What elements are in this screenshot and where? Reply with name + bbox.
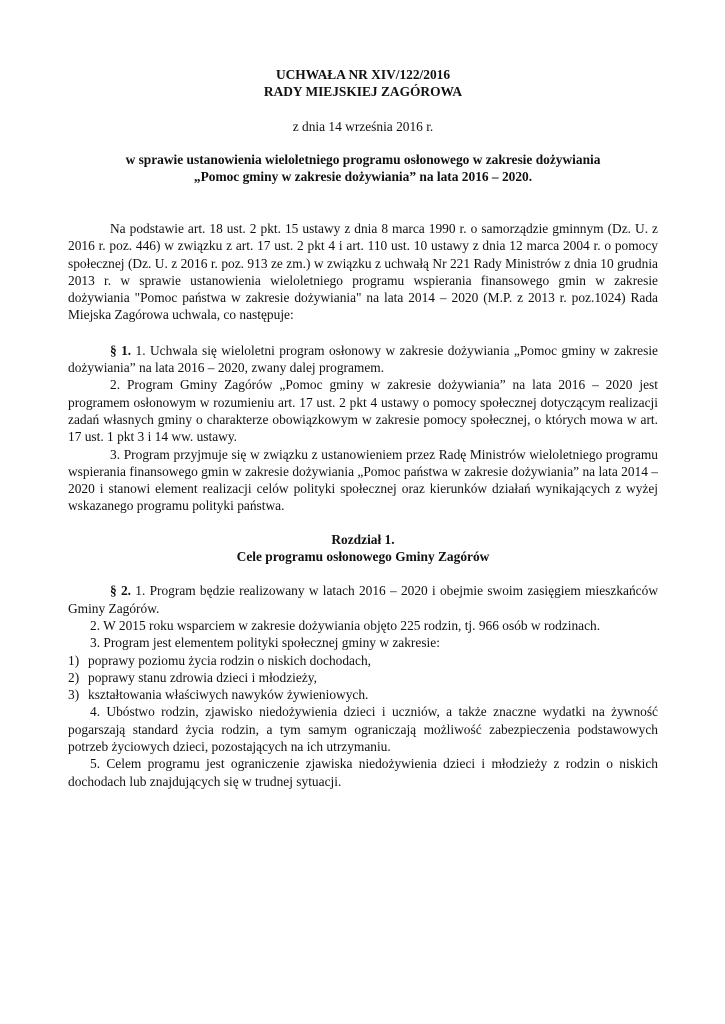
list-item [68,652,658,669]
section-1-paragraph-1 [68,342,658,377]
section-1-paragraph-3: 3. Program przyjmuje się w związku z ustanowieniem przez Radę Ministrów wieloletniego programu wspierania finansowego gmin w zakresie dożywiania „Pomoc państwa w zakresie dożywiania” na lata 2014 – 2020 i stanowi element realizacji celów polityki społecznej oraz kierunków działań wynikających z wyżej wskazanego programu polityki państwa. [68,446,658,514]
section-2-paragraph-5: 5. Celem programu jest ograniczenie zjawiska niedożywienia dzieci i młodzieży z rodzin o niskich dochodach lub znajdujących się w trudnej sytuacji. [68,756,658,789]
section-1-mark: § 1. [110,342,132,358]
resolution-heading [68,66,658,100]
section-1-p1-text: 1. Uchwala się wieloletni program osłonowy w zakresie dożywiania „Pomoc gminy w zakresie dożywiania” na lata 2016 – 2020, zwany dalej programem. [68,342,658,376]
section-2-list [68,652,658,704]
section-1-paragraph-2: 2. Program Gminy Zagórów „Pomoc gminy w zakresie dożywiania” na lata 2016 – 2020 jest programem osłonowym w rozumieniu art. 17 ust. 2 pkt 4 ustawy o pomocy społecznej dotyczącym realizacji zadań własnych gminy o charakterze obowiązkowym w zakresie pomocy społecznej, o których mowa w art. 17 ust. 1 pkt 3 i 14 ww. ustawy. [68,377,658,445]
section-2-paragraph-3: 3. Program jest elementem polityki społecznej gminy w zakresie: [90,635,440,651]
list-item [68,686,658,703]
section-2-paragraph-1 [68,582,658,617]
section-2-p1-text: 1. Program będzie realizowany w latach 2016 – 2020 i obejmie swoim zasięgiem mieszkańców Gminy Zagórów. [68,583,658,616]
chapter-1-label: Rozdział 1. [331,531,395,547]
section-2-paragraph-4: 4. Ubóstwo rodzin, zjawisko niedożywienia dzieci i uczniów, a także znaczne wydatki na żywność pogarszają standard życia rodzin, a tym samym ograniczają możliwość zabezpieczenia podstawowych potrzeb życiowych dzieci, pozostających na ich utrzymaniu. [68,704,658,755]
list-item-text: kształtowania właściwych nawyków żywieniowych. [88,687,369,703]
list-item-number: 3) [68,687,80,703]
preamble: Na podstawie art. 18 ust. 2 pkt. 15 ustawy z dnia 8 marca 1990 r. o samorządzie gminnym (Dz. U. z 2016 r. poz. 446) w związku z art. 17 ust. 2 pkt 4 i art. 110 ust. 10 ustawy z dnia 12 marca 2004 r. o pomocy społecznej (Dz. U. z 2016 r. poz. 913 ze zm.) w związku z uchwałą Nr 221 Rady Ministrów z dnia 10 grudnia 2013 r. w sprawie ustanowienia wieloletniego programu wspierania finansowego gmin w zakresie dożywiania "Pomoc państwa w zakresie dożywiania" na lata 2014 – 2020 (M.P. z 2013 r. poz.1024) Rada Miejska Zagórowa uchwala, co następuje: [68,221,658,323]
resolution-subject [68,151,658,185]
document-page [68,66,658,790]
list-item-number: 2) [68,669,80,685]
resolution-number: UCHWAŁA NR XIV/122/2016 [275,67,451,82]
list-item-text: poprawy stanu zdrowia dzieci i młodzieży, [88,669,317,685]
list-item [68,669,658,686]
section-2-mark: § 2. [110,583,131,599]
subject-line-1: w sprawie ustanowienia wieloletniego programu osłonowego w zakresie dożywiania [125,152,601,167]
chapter-1-title: Cele programu osłonowego Gminy Zagórów [236,549,490,565]
subject-line-2: „Pomoc gminy w zakresie dożywiania” na lata 2016 – 2020. [193,169,533,184]
chapter-1-heading [68,531,658,566]
council-name: RADY MIEJSKIEJ ZAGÓROWA [263,84,463,99]
list-item-number: 1) [68,652,80,668]
list-item-text: poprawy poziomu życia rodzin o niskich dochodach, [88,652,371,668]
section-2-paragraph-2: 2. W 2015 roku wsparciem w zakresie dożywiania objęto 225 rodzin, tj. 966 osób w rodzinach. [90,617,601,633]
resolution-date: z dnia 14 września 2016 r. [292,119,434,134]
